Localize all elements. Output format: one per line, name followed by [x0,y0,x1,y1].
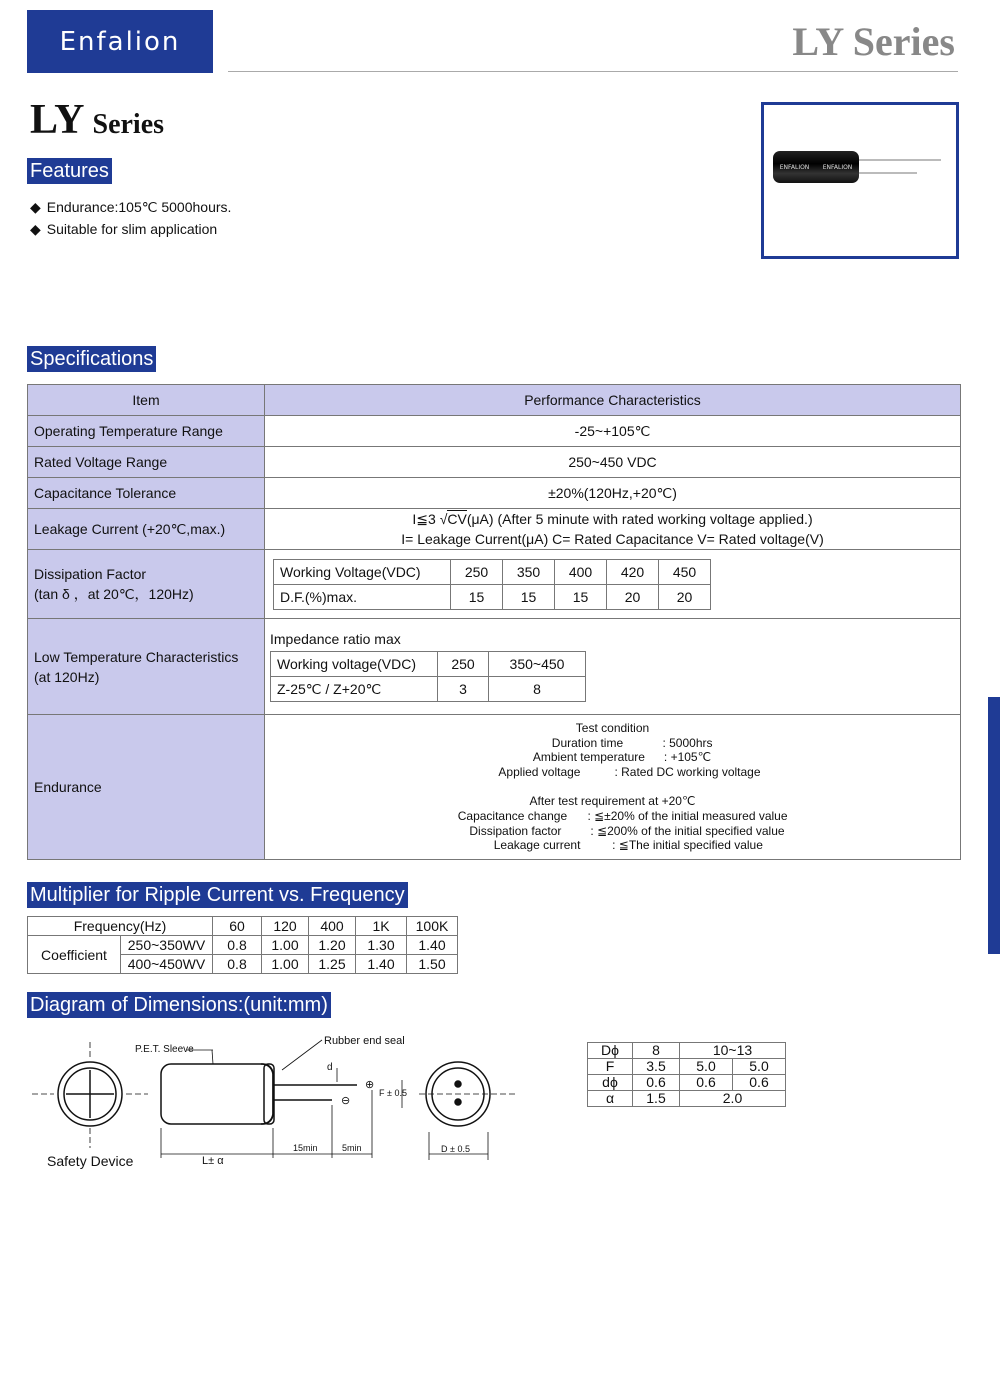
endurance-key: Duration time [551,735,624,750]
dissipation-label-line2: (tan δ ，at 20℃，120Hz) [34,586,194,602]
brand-logo [27,10,213,73]
endurance-row [265,809,960,824]
dimensions-heading: Diagram of Dimensions:(unit:mm) [27,992,331,1018]
capacitor-brand-right: ENFALION [822,163,853,171]
leakage-label: Leakage Current (+20℃,max.) [28,509,265,550]
rubber-seal-label: Rubber end seal [324,1035,405,1047]
coefficient: 0.8 [213,955,262,974]
dim-header: α [588,1091,633,1107]
frequency: 60 [213,917,262,936]
ripple-table [27,916,458,974]
coefficient: 1.50 [407,955,458,974]
df-voltage: 350 [503,559,555,584]
imp-ratio: 8 [489,677,586,702]
dissipation-table [273,559,711,610]
features-list [30,196,231,240]
endurance-key: Capacitance change [457,808,568,823]
feature-text: Suitable for slim application [46,221,218,237]
rated-voltage-value: 250~450 VDC [265,447,961,478]
leakage-legend: I= Leakage Current(μA) C= Rated Capacitance V= Rated voltage(V) [401,531,824,547]
endurance-key: Applied voltage [498,765,581,780]
feature-text: Endurance:105℃ 5000hours. [46,199,232,215]
low-temp-label-line1: Low Temperature Characteristics [34,648,239,665]
side-tab-marker [988,697,1000,954]
logo-text: Enfalion [59,26,181,57]
impedance-table [270,651,586,702]
lead-diameter-label: d [327,1062,333,1073]
imp-voltage: 350~450 [489,652,586,677]
coefficient: 1.20 [309,936,356,955]
header-divider [228,71,958,72]
lead-5min-label: 5min [342,1143,362,1153]
df-voltage-header: Working Voltage(VDC) [274,559,451,584]
dim-value: 0.6 [733,1075,786,1091]
title-sub: Series [92,109,165,140]
feature-item [30,196,231,218]
wv-range: 250~350WV [121,936,213,955]
endurance-val: : 5000hrs [662,735,713,750]
leakage-formula-radicand: CV [447,511,467,527]
dim-header: F [588,1059,633,1075]
sqrt-icon: √ [439,511,448,527]
endurance-row [265,838,960,853]
df-value-header: D.F.(%)max. [274,584,451,609]
diamond-bullet-icon: ◆ [30,221,41,237]
d-dimension-label: D ± 0.5 [441,1144,470,1154]
df-value: 20 [607,584,659,609]
endurance-row [265,765,960,780]
leakage-value [265,509,961,550]
coefficient: 1.25 [309,955,356,974]
endurance-key: Ambient temperature [532,750,645,765]
endurance-val: : ≦200% of the initial specified value [590,823,785,838]
minus-sign-icon: ⊖ [341,1095,351,1107]
dimension-diagram [27,1030,567,1175]
rated-voltage-label: Rated Voltage Range [28,447,265,478]
dim-value: 0.6 [633,1075,680,1091]
df-value: 15 [503,584,555,609]
low-temp-value [265,619,961,715]
endurance-test-condition: Test condition [575,720,650,735]
frequency: 1K [356,917,407,936]
imp-ratio: 3 [438,677,489,702]
imp-voltage-header: Working voltage(VDC) [271,652,438,677]
dim-value: 0.6 [680,1075,733,1091]
capacitor-image [773,151,859,183]
safety-device-drawing [32,1042,148,1148]
df-value: 20 [659,584,711,609]
dissipation-label-line1: Dissipation Factor [34,566,147,582]
coefficient: 1.00 [262,955,309,974]
dimensions-table [587,1042,786,1107]
product-photo [761,102,959,259]
endurance-val: : +105℃ [663,750,712,765]
endurance-row [265,736,960,751]
dim-value: 8 [633,1043,680,1059]
leakage-formula-suffix: (μA) (After 5 minute with rated working voltage applied.) [466,511,813,527]
dissipation-value [265,550,961,619]
cap-tolerance-label: Capacitance Tolerance [28,478,265,509]
endurance-after: After test requirement at +20℃ [529,794,696,808]
operating-temp-value: -25~+105℃ [265,416,961,447]
endurance-val: : Rated DC working voltage [614,765,761,780]
leakage-formula-prefix: I≦3 [412,511,436,527]
frequency-header: Frequency(Hz) [28,917,213,936]
coefficient: 1.40 [356,955,407,974]
leakage-formula [265,509,960,529]
coefficient: 1.40 [407,936,458,955]
dim-header: dϕ [588,1075,633,1091]
frequency: 100K [407,917,458,936]
dim-value: 3.5 [633,1059,680,1075]
coefficient-header: Coefficient [28,936,121,974]
frequency: 120 [262,917,309,936]
specifications-table [27,384,961,860]
cap-tolerance-value: ±20%(120Hz,+20℃) [265,478,961,509]
df-value: 15 [451,584,503,609]
df-value: 15 [555,584,607,609]
f-dimension-label: F ± 0.5 [379,1088,407,1098]
length-label: L± α [202,1155,224,1167]
endurance-key: Dissipation factor [469,823,562,838]
df-voltage: 250 [451,559,503,584]
low-temp-label-line2: (at 120Hz) [34,668,100,685]
endurance-label: Endurance [28,715,265,860]
endurance-val: : ≦±20% of the initial measured value [587,808,788,823]
specifications-heading: Specifications [27,346,156,372]
title-main: LY [30,97,85,143]
col-performance-header: Performance Characteristics [265,385,961,416]
plus-sign-icon: ⊕ [365,1079,375,1091]
endurance-value [265,715,961,860]
dim-value: 1.5 [633,1091,680,1107]
capacitor-brand-left: ENFALION [779,163,810,171]
dim-value: 2.0 [680,1091,786,1107]
endurance-val: : ≦The initial specified value [612,838,763,853]
dim-value: 5.0 [733,1059,786,1075]
feature-item [30,218,231,240]
coefficient: 1.30 [356,936,407,955]
diamond-bullet-icon: ◆ [30,199,41,215]
col-item-header: Item [28,385,265,416]
coefficient: 1.00 [262,936,309,955]
dim-header: Dϕ [588,1043,633,1059]
dissipation-label [28,550,265,619]
pet-sleeve-label: P.E.T. Sleeve [135,1044,194,1055]
endurance-key: Leakage current [493,838,581,853]
endurance-row [265,824,960,839]
imp-voltage: 250 [438,652,489,677]
low-temp-label [28,619,265,715]
page-title [30,96,164,144]
capacitor-lead [859,159,941,161]
endurance-row [265,750,960,765]
safety-device-label: Safety Device [47,1153,134,1169]
wv-range: 400~450WV [121,955,213,974]
df-voltage: 400 [555,559,607,584]
imp-ratio-header: Z-25℃ / Z+20℃ [271,677,438,702]
header-series-title: LY Series [792,19,955,64]
df-voltage: 450 [659,559,711,584]
features-heading: Features [27,158,112,184]
capacitor-lead [859,172,917,174]
dim-value: 10~13 [680,1043,786,1059]
df-voltage: 420 [607,559,659,584]
lead-15min-label: 15min [293,1143,318,1153]
operating-temp-label: Operating Temperature Range [28,416,265,447]
frequency: 400 [309,917,356,936]
impedance-caption: Impedance ratio max [270,631,401,647]
coefficient: 0.8 [213,936,262,955]
ripple-heading: Multiplier for Ripple Current vs. Frequency [27,882,408,908]
dim-value: 5.0 [680,1059,733,1075]
